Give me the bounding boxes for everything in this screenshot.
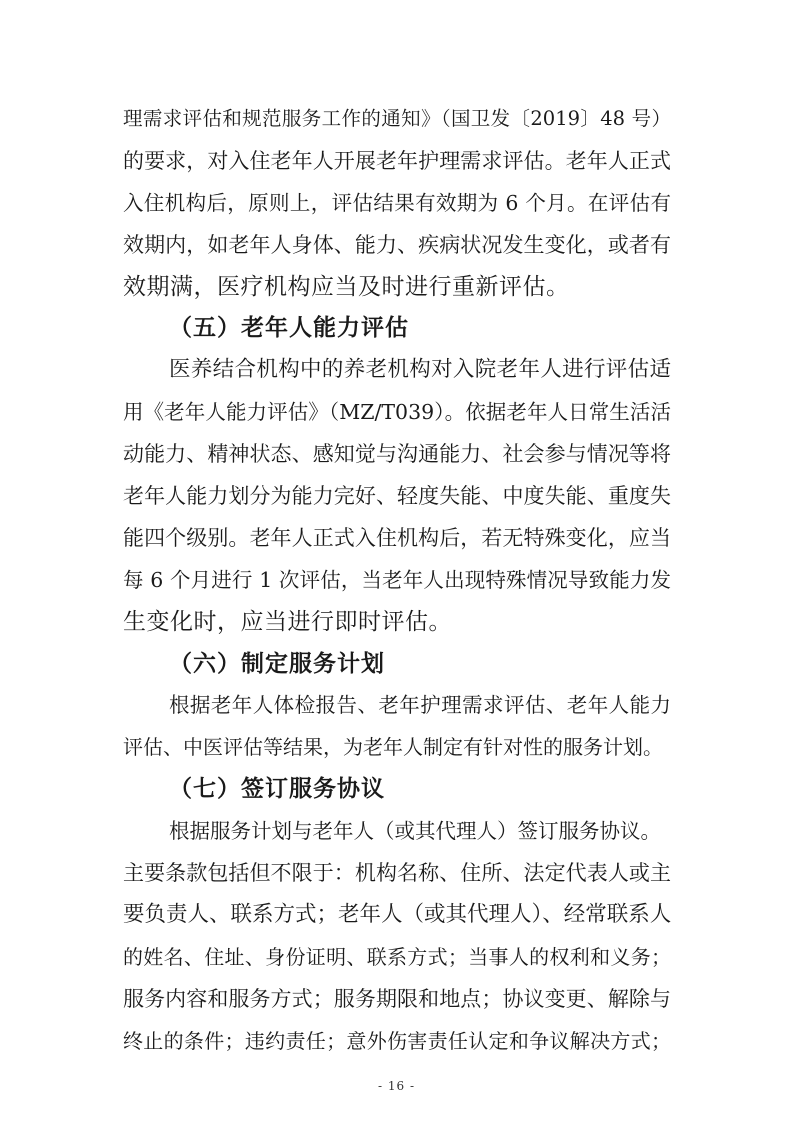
section-heading-6: （六）制定服务计划 (169, 651, 385, 677)
paragraph-line: 生变化时，应当进行即时评估。 (123, 609, 452, 635)
paragraph-line: 根据服务计划与老年人（或其代理人）签订服务协议。 (169, 819, 661, 843)
paragraph-line: 要负责人、联系方式；老年人（或其代理人）、经常联系人 (123, 902, 672, 927)
paragraph-line: 入住机构后，原则上，评估结果有效期为 6 个月。在评估有 (123, 191, 671, 215)
paragraph-line: 服务内容和服务方式；服务期限和地点；协议变更、解除与 (123, 987, 671, 1011)
paragraph-line: 终止的条件；违约责任；意外伤害责任认定和争议解决方式； (123, 1029, 671, 1053)
paragraph-line: 效期满，医疗机构应当及时进行重新评估。 (123, 274, 570, 300)
paragraph-line: 理需求评估和规范服务工作的通知》（国卫发〔2019〕48 号） (123, 107, 671, 130)
page-number: - 16 - (377, 1079, 415, 1093)
paragraph-line: 动能力、精神状态、感知觉与沟通能力、社会参与情况等将 (123, 442, 671, 466)
paragraph-line: 效期内，如老年人身体、能力、疾病状况发生变化，或者有 (123, 233, 671, 257)
paragraph-line: 医养结合机构中的养老机构对入院老年人进行评估适 (169, 357, 671, 382)
paragraph-line: 每 6 个月进行 1 次评估，当老年人出现特殊情况导致能力发 (123, 568, 671, 592)
paragraph-line: 主要条款包括但不限于：机构名称、住所、法定代表人或主 (123, 861, 671, 885)
paragraph-line: 用《老年人能力评估》（MZ/T039）。依据老年人日常生活活 (123, 400, 671, 424)
paragraph-line: 根据老年人体检报告、老年护理需求评估、老年人能力 (169, 693, 671, 717)
paragraph-line: 老年人能力划分为能力完好、轻度失能、中度失能、重度失 (123, 484, 671, 508)
section-heading-5: （五）老年人能力评估 (169, 315, 409, 341)
paragraph-line: 评估、中医评估等结果，为老年人制定有针对性的服务计划。 (123, 735, 663, 759)
paragraph-line: 能四个级别。老年人正式入住机构后，若无特殊变化，应当 (123, 526, 671, 550)
paragraph-line: 的要求，对入住老年人开展老年护理需求评估。老年人正式 (123, 149, 671, 173)
paragraph-line: 的姓名、住址、身份证明、联系方式；当事人的权利和义务； (123, 945, 671, 969)
section-heading-7: （七）签订服务协议 (169, 776, 385, 802)
